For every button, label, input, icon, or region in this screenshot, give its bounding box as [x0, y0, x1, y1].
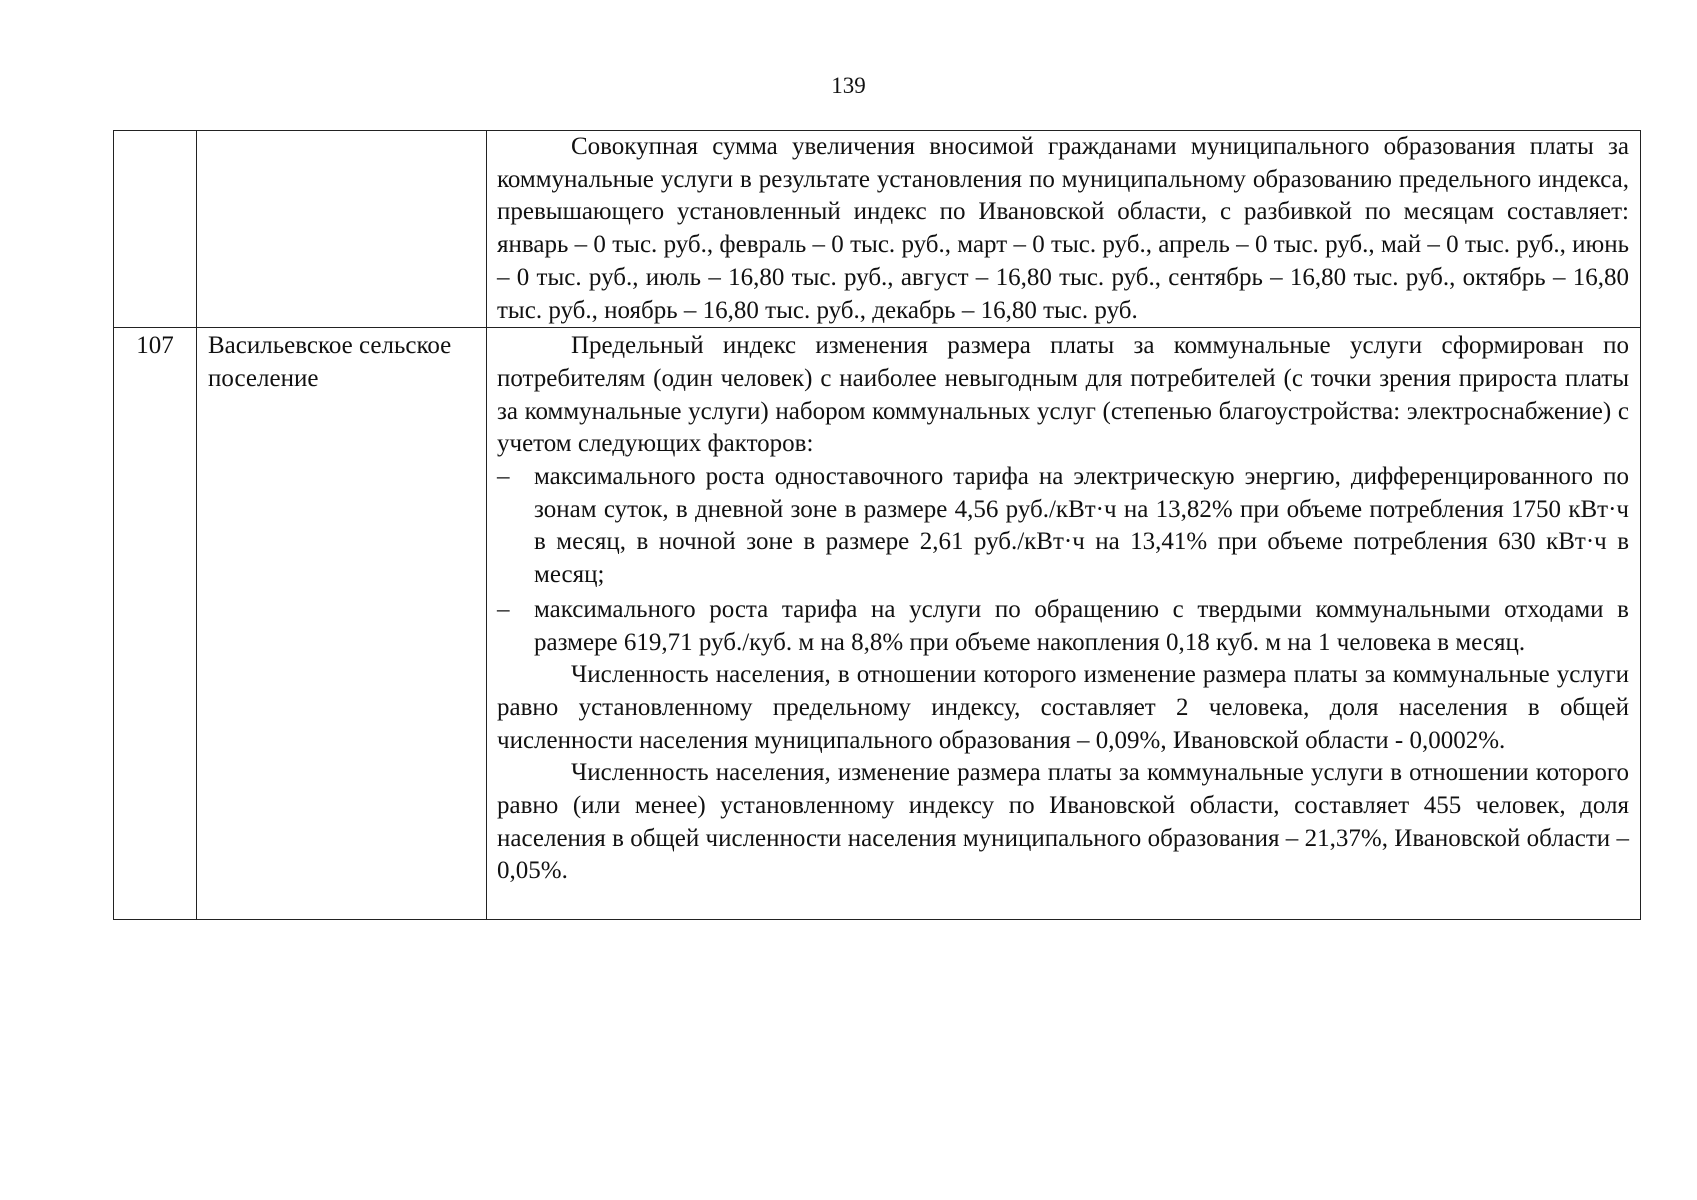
description-cell	[487, 131, 1641, 328]
population-equal-index-paragraph: Численность населения, в отношении которого изменение размера платы за коммунальные услуги равно установленному предельному индексу, составляет 2 человека, доля населения в общей численности населения муниципального образования – 0,09%, Ивановской области - 0,0002%.	[497, 661, 1629, 754]
description-cell	[487, 328, 1641, 920]
table-row	[114, 131, 1641, 328]
row-number-cell	[114, 131, 197, 328]
municipality-name-cell	[197, 131, 487, 328]
table-row	[114, 328, 1641, 920]
list-item	[497, 594, 1629, 659]
dash-marker: –	[497, 463, 510, 491]
row-number-cell: 107	[114, 328, 197, 920]
dash-marker: –	[497, 595, 510, 623]
factor-electricity-text: максимального роста одноставочного тарифа на электрическую энергию, дифференцированного по зонам суток, в дневной зоне в размере 4,56 руб./кВт·ч на 13,82% при объеме потребления 1750 кВт·ч в месяц, в ночной зоне в размере 2,61 руб./кВт·ч на 13,41% при объеме потребления 630 кВт·ч в месяц;	[534, 463, 1629, 589]
list-item	[497, 461, 1629, 592]
factors-list	[497, 461, 1629, 659]
population-below-index-paragraph: Численность населения, изменение размера платы за коммунальные услуги в отношении которого равно (или менее) установленному индексу по Ивановской области, составляет 455 человек, доля населения в общей численности населения муниципального образования – 21,37%, Ивановской области – 0,05%.	[497, 759, 1629, 885]
municipal-index-table	[113, 130, 1641, 920]
payment-increase-paragraph: Совокупная сумма увеличения вносимой гражданами муниципального образования платы за коммунальные услуги в результате установления по муниципальному образованию предельного индекса, превышающего установленный индекс по Ивановской области, с разбивкой по месяцам составляет: январь – 0 тыс. руб., февраль – 0 тыс. руб., март – 0 тыс. руб., апрель – 0 тыс. руб., май – 0 тыс. руб., июнь – 0 тыс. руб., июль – 16,80 тыс. руб., август – 16,80 тыс. руб., сентябрь – 16,80 тыс. руб., октябрь – 16,80 тыс. руб., ноябрь – 16,80 тыс. руб., декабрь – 16,80 тыс. руб.	[497, 133, 1629, 324]
index-intro-paragraph: Предельный индекс изменения размера платы за коммунальные услуги сформирован по потребителям (один человек) с наиболее невыгодным для потребителей (с точки зрения прироста платы за коммунальные услуги) набором коммунальных услуг (степенью благоустройства: электроснабжение) с учетом следующих факторов:	[497, 332, 1629, 458]
municipality-name-cell: Васильевское сельское поселение	[197, 328, 487, 920]
page-number: 139	[831, 73, 866, 98]
factor-waste-text: максимального роста тарифа на услуги по обращению с твердыми коммунальными отходами в размере 619,71 руб./куб. м на 8,8% при объеме накопления 0,18 куб. м на 1 человека в месяц.	[534, 595, 1629, 656]
